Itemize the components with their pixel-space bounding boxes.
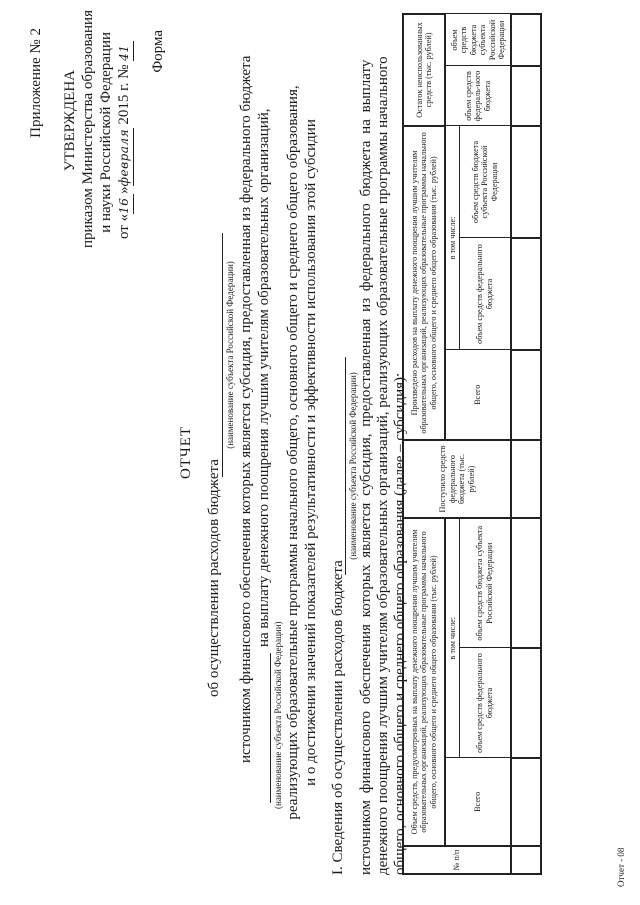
- title-line-3: на выплату денежного поощрения лучшим учителям образовательных организаций,: [256, 108, 272, 647]
- td-planned-total: [511, 758, 541, 846]
- th-spent-total: Всего: [445, 350, 511, 440]
- th-spent-incl: в том числе:: [445, 126, 459, 350]
- table-header-row-1: [403, 14, 445, 874]
- order-date: [116, 41, 134, 239]
- date-year: 2015 г. №: [116, 64, 132, 125]
- date-number: 41: [116, 41, 134, 61]
- title-caption-1: (наименование субъекта Российской Федерации): [225, 261, 235, 449]
- title-line-1-blank: [222, 233, 223, 477]
- th-received: Поступило средств федерального бюджета (тыс. рублей): [403, 440, 511, 518]
- order-line-1: приказом Министерства образования: [80, 10, 96, 248]
- title-line-2: источником финансового обеспечения которых является субсидия, предоставленная из федерального бюджета: [238, 55, 254, 763]
- th-rem-regional: объем средств бюджета субъекта Российской Федерации: [445, 14, 511, 66]
- th-remainder: Остаток неиспользованных средств (тыс. рублей): [403, 14, 445, 126]
- th-spent: Произведено расходов на выплату денежного поощрения лучшим учителям образовательных организаций, реализующих образовательные программы начального общего, основного общего и среднего общего образования (тыс. рублей): [403, 126, 445, 440]
- report-table: [402, 13, 542, 875]
- footer-code: Отчет - 08: [616, 847, 626, 887]
- section-heading: I. Сведения об осуществлении расходов бюджета: [330, 560, 346, 875]
- th-planned-incl: в том числе:: [445, 518, 459, 758]
- date-month: февраля: [116, 128, 134, 186]
- title-line-5: и о достижении значений показателей результативности и эффективности использования этой субсидии: [303, 119, 319, 786]
- date-prefix: от «: [116, 213, 132, 239]
- section-blank: [345, 357, 346, 575]
- td-spent-federal: [511, 238, 541, 350]
- date-mid: »: [116, 186, 132, 194]
- td-num: [511, 846, 541, 874]
- td-planned-regional: [511, 518, 541, 648]
- th-spent-federal: объем средств федерального бюджета: [459, 238, 511, 350]
- td-rem-regional: [511, 14, 541, 66]
- approved-label: УТВЕРЖДЕНА: [62, 70, 78, 172]
- table-data-row: [511, 14, 541, 874]
- appendix-label: Приложение № 2: [28, 28, 44, 138]
- order-line-2: и науки Российской Федерации: [98, 32, 114, 233]
- td-spent-total: [511, 350, 541, 440]
- th-planned: Объем средств, предусмотренных на выплату денежного поощрения лучшим учителям образовательных организаций, реализующих образовательные программы начального общего, основного общего и среднего общего образования (тыс. рублей): [403, 518, 445, 846]
- section-para-2: денежного поощрения лучшим учителям образовательных организаций, реализующих образовательные программы начального: [375, 56, 391, 875]
- form-label: Форма: [150, 30, 166, 73]
- th-num: № п/п: [403, 846, 511, 874]
- title-line-4: реализующих образовательные программы начального общего, основного общего и среднего общего образования,: [285, 85, 301, 820]
- report-title: ОТЧЕТ: [178, 425, 194, 480]
- td-received: [511, 440, 541, 518]
- th-planned-regional: объем средств бюджета субъекта Российской Федерации: [459, 518, 511, 648]
- th-spent-regional: объем средств бюджета субъекта Российской Федерации: [459, 126, 511, 238]
- title-caption-2: (наименование субъекта Российской Федерации): [273, 621, 283, 809]
- td-spent-regional: [511, 126, 541, 238]
- title-line-3-blank: [270, 653, 271, 803]
- th-planned-total: Всего: [445, 758, 511, 846]
- th-rem-federal: объем средств федераль-ного бюджета: [445, 66, 511, 126]
- section-para-3: общего, основного общего и среднего общего образования (далее – субсидия):: [392, 372, 408, 875]
- td-rem-federal: [511, 66, 541, 126]
- th-planned-federal: объем средств федерального бюджета: [459, 648, 511, 758]
- section-caption: (наименование субъекта Российской Федерации): [348, 372, 358, 560]
- td-planned-federal: [511, 648, 541, 758]
- title-line-1: об осуществлении расходов бюджета: [206, 459, 222, 697]
- date-day: 16: [116, 194, 134, 214]
- section-para-1: источником финансового обеспечения которых является субсидия, предоставленная из федерального бюджета на выплату: [358, 59, 374, 875]
